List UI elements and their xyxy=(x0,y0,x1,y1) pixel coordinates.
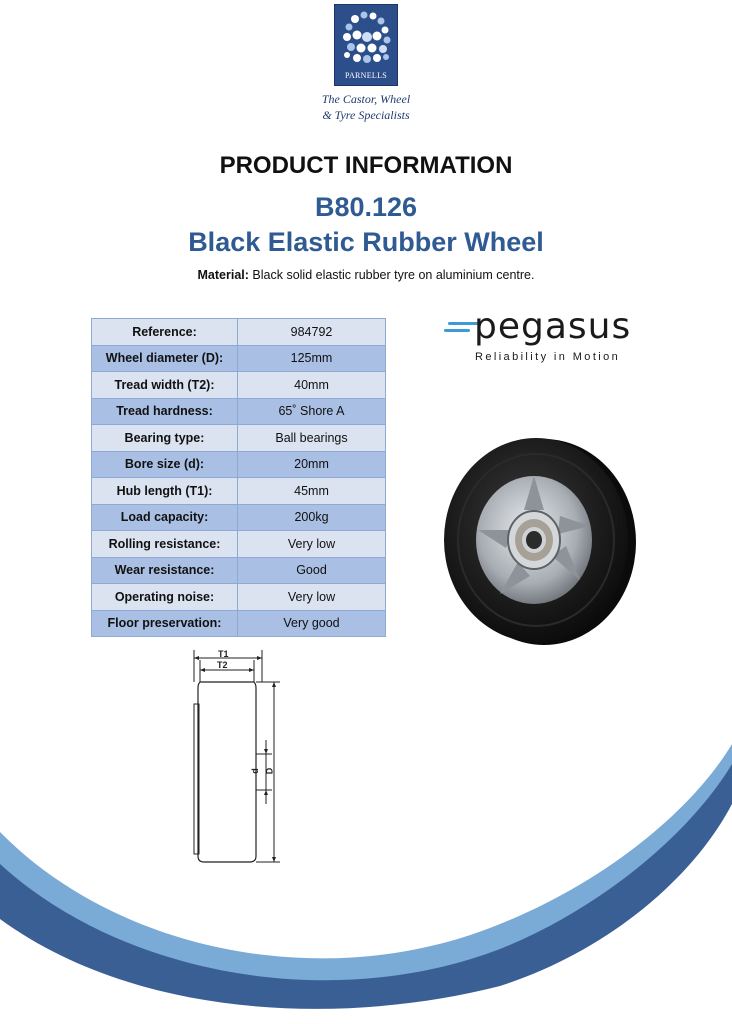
spec-row xyxy=(92,451,386,478)
product-code: B80.126 xyxy=(314,192,418,222)
spec-key: Floor preservation: xyxy=(92,610,238,637)
label-t1: T1 xyxy=(218,649,229,659)
spec-row xyxy=(92,372,386,399)
spec-value: 65˚ Shore A xyxy=(238,398,386,425)
spec-row xyxy=(92,610,386,637)
spec-row xyxy=(92,398,386,425)
spec-value: Good xyxy=(238,557,386,584)
spec-value: 20mm xyxy=(238,451,386,478)
spec-value: Very low xyxy=(238,531,386,558)
spec-row xyxy=(92,584,386,611)
spec-value: 40mm xyxy=(238,372,386,399)
spec-key: Operating noise: xyxy=(92,584,238,611)
material-line xyxy=(0,268,732,282)
pegasus-tagline: Reliability in Motion xyxy=(475,351,621,363)
wheel-photo xyxy=(440,430,640,650)
spec-key: Bore size (d): xyxy=(92,451,238,478)
label-t2: T2 xyxy=(217,660,228,670)
decorative-wave xyxy=(0,724,732,1024)
spec-key: Tread width (T2): xyxy=(92,372,238,399)
pegasus-accent-bar xyxy=(444,329,470,332)
material-text: Black solid elastic rubber tyre on aluminium centre. xyxy=(252,268,535,282)
label-d-small: d xyxy=(249,768,260,774)
spec-row xyxy=(92,425,386,452)
label-d-large: D xyxy=(264,767,275,775)
logo-dots-graphic xyxy=(335,5,399,75)
spec-value: 984792 xyxy=(238,319,386,346)
spec-key: Rolling resistance: xyxy=(92,531,238,558)
pegasus-logo xyxy=(444,306,632,370)
spec-row xyxy=(92,478,386,505)
page-title: PRODUCT INFORMATION xyxy=(219,152,513,179)
spec-row xyxy=(92,557,386,584)
spec-row xyxy=(92,345,386,372)
spec-value: 200kg xyxy=(238,504,386,531)
spec-value: Very good xyxy=(238,610,386,637)
spec-row xyxy=(92,319,386,346)
spec-table xyxy=(91,318,386,637)
product-name: Black Elastic Rubber Wheel xyxy=(188,227,544,257)
spec-row xyxy=(92,531,386,558)
spec-row xyxy=(92,504,386,531)
spec-key: Wheel diameter (D): xyxy=(92,345,238,372)
pegasus-wordmark: pegasus xyxy=(474,306,632,347)
material-label: Material: xyxy=(197,268,249,282)
logo-name: PARNELLS xyxy=(344,71,388,80)
spec-value: 125mm xyxy=(238,345,386,372)
spec-key: Tread hardness: xyxy=(92,398,238,425)
spec-key: Load capacity: xyxy=(92,504,238,531)
spec-value: Ball bearings xyxy=(238,425,386,452)
spec-key: Wear resistance: xyxy=(92,557,238,584)
spec-key: Reference: xyxy=(92,319,238,346)
logo-tagline-line2: & Tyre Specialists xyxy=(322,108,410,122)
spec-key: Bearing type: xyxy=(92,425,238,452)
parnells-logo xyxy=(334,4,398,86)
spec-value: Very low xyxy=(238,584,386,611)
logo-tagline-line1: The Castor, Wheel xyxy=(321,92,411,106)
spec-value: 45mm xyxy=(238,478,386,505)
spec-key: Hub length (T1): xyxy=(92,478,238,505)
